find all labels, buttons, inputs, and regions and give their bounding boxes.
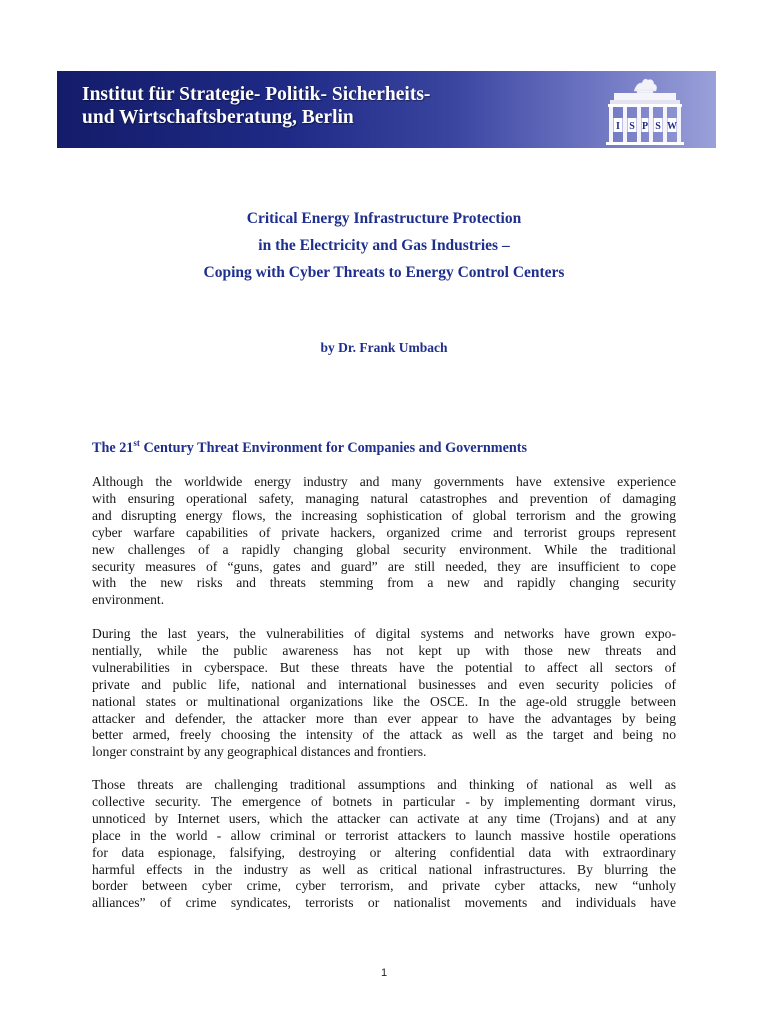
paragraph-line: nentially, while the public awareness has not kept up with those new threats and (92, 642, 676, 658)
paragraph-2 (92, 626, 676, 761)
paragraph-line: During the last years, the vulnerabilities of digital systems and networks have grown expo- (92, 626, 676, 641)
paragraph-line: private and public life, national and international businesses and even security policies of (92, 676, 676, 692)
section-heading-suffix: Century Threat Environment for Companies and Governments (139, 440, 528, 456)
paragraph-line: unnoticed by Internet users, which the attacker can activate at any time (Trojans) and at any (92, 810, 676, 826)
paragraph-line: environment. (92, 592, 165, 608)
paragraph-line: longer constraint by any geographical distances and frontiers. (92, 744, 427, 760)
section-heading (92, 440, 692, 457)
logo-letter-3: P (641, 121, 649, 132)
paragraph-line: Those threats are challenging traditional assumptions and thinking of national as well as (92, 777, 676, 792)
paragraph-line: Although the worldwide energy industry and many governments have extensive experience (92, 474, 676, 489)
paragraph-line: for data espionage, falsifying, destroying or altering confidential data with extraordinary (92, 844, 676, 860)
document-title (0, 205, 768, 286)
paragraph-line: vulnerabilities in cyberspace. But these threats have the potential to affect all sectors of (92, 659, 676, 675)
paragraph-3 (92, 777, 676, 912)
institute-name-line1: Institut für Strategie- Politik- Sicherheits- (82, 84, 431, 105)
institute-banner (57, 71, 716, 148)
paragraph-line: national states or multinational organizations like the OSCE. In the age-old struggle between (92, 693, 676, 709)
author-byline: by Dr. Frank Umbach (320, 340, 448, 355)
institute-name (82, 83, 552, 129)
paragraph-line: place in the world - allow criminal or terrorist attackers to launch massive hostile operations (92, 827, 676, 843)
paragraph-line: alliances” of crime syndicates, terrorists or nationalist movements and individuals have (92, 895, 676, 911)
paragraph-line: attacker and defender, the attacker more than ever appear to have the advantages by being (92, 710, 676, 726)
logo-letter-4: S (655, 121, 661, 132)
paragraph-line: border between cyber crime, cyber terrorism, and private cyber attacks, new “unholy (92, 878, 676, 894)
institute-name-line2: und Wirtschaftsberatung, Berlin (82, 107, 354, 128)
logo-letter-5: W (667, 121, 677, 132)
paragraph-line: with ensuring operational safety, managing natural catastrophes and prevention of damaging (92, 490, 676, 506)
brandenburg-gate-logo-icon (582, 73, 706, 145)
paragraph-line: better armed, freely choosing the intensity of the attack as well as the target and being no (92, 727, 676, 743)
paragraph-line: and disrupting energy flows, the increasing sophistication of global terrorism and the growing (92, 507, 676, 523)
paragraph-line: with the new risks and threats stemming from a new and rapidly changing security (92, 575, 676, 591)
document-title-line1: Critical Energy Infrastructure Protection (246, 210, 522, 227)
section-heading-superscript: st (133, 438, 140, 448)
paragraph-line: collective security. The emergence of botnets in particular - by implementing dormant virus, (92, 793, 676, 809)
paragraph-line: harmful effects in the industry as well as critical national infrastructures. By blurring the (92, 861, 676, 877)
document-title-line2: in the Electricity and Gas Industries – (258, 237, 510, 254)
document-title-line3: Coping with Cyber Threats to Energy Control Centers (203, 264, 565, 281)
section-heading-prefix: The 21 (92, 440, 134, 456)
paragraph-line: new challenges of a rapidly changing global security environment. While the traditional (92, 541, 676, 557)
paragraph-line: cyber warfare capabilities of private hackers, organized crime and terrorist groups represent (92, 524, 676, 540)
page-number: 1 (380, 967, 388, 979)
paragraph-line: security measures of “guns, gates and guard” are still needed, they are insufficient to cope (92, 558, 676, 574)
logo-letter-2: S (629, 121, 635, 132)
paragraph-1 (92, 474, 676, 609)
logo-letter-1: I (616, 121, 620, 132)
